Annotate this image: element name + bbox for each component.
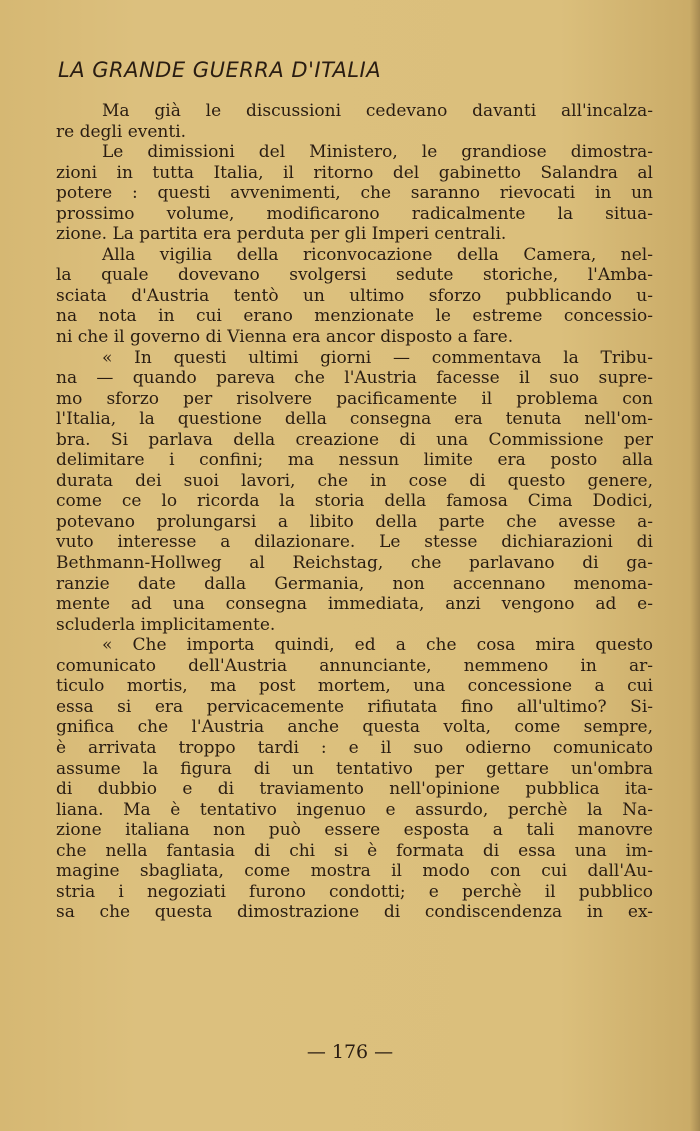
text-line: assume la figura di un tentativo per gettare un'ombra bbox=[56, 758, 653, 779]
text-line: sciata d'Austria tentò un ultimo sforzo pubblicando u- bbox=[56, 285, 653, 306]
text-line: na nota in cui erano menzionate le estreme concessio- bbox=[56, 306, 653, 327]
text-line: Ma già le discussioni cedevano davanti all'incalza- bbox=[102, 101, 653, 121]
page-number: — 176 — bbox=[306, 1041, 394, 1063]
text-line: potevano prolungarsi a libito della parte che avesse a- bbox=[56, 511, 653, 532]
text-line: gnifica che l'Austria anche questa volta, come sempre, bbox=[56, 717, 653, 738]
text-line: essa si era pervicacemente rifiutata fino all'ultimo? Si- bbox=[56, 696, 653, 717]
text-line: re degli eventi. bbox=[56, 121, 187, 142]
text-line: zione. La partita era perduta per gli Imperi centrali. bbox=[56, 224, 507, 245]
text-line: che nella fantasia di chi si è formata di essa una im- bbox=[56, 840, 653, 861]
text-line: bra. Si parlava della creazione di una Commissione per bbox=[56, 429, 653, 450]
text-line: comunicato dell'Austria annunciante, nemmeno in ar- bbox=[56, 655, 653, 676]
text-line: « Che importa quindi, ed a che cosa mira questo bbox=[102, 635, 653, 656]
text-line: vuto interesse a dilazionare. Le stesse dichiarazioni di bbox=[56, 532, 653, 553]
text-line: na — quando pareva che l'Austria facesse il suo supre- bbox=[56, 368, 653, 389]
text-line: la quale dovevano svolgersi sedute storiche, l'Amba- bbox=[56, 265, 653, 286]
body-text bbox=[56, 101, 653, 923]
text-line: « In questi ultimi giorni — commentava la Tribu- bbox=[102, 347, 653, 368]
text-line: prossimo volume, modificarono radicalmente la situa- bbox=[56, 203, 653, 224]
text-line: ticulo mortis, ma post mortem, una concessione a cui bbox=[56, 676, 653, 697]
text-line: potere : questi avvenimenti, che saranno rievocati in un bbox=[56, 183, 653, 204]
text-line: zioni in tutta Italia, il ritorno del gabinetto Salandra al bbox=[56, 162, 653, 183]
text-line: è arrivata troppo tardi : e il suo odierno comunicato bbox=[56, 737, 653, 758]
text-line: l'Italia, la questione della consegna era tenuta nell'om- bbox=[56, 409, 653, 430]
text-line: mo sforzo per risolvere pacificamente il problema con bbox=[56, 388, 653, 409]
page-edge-shadow bbox=[690, 0, 700, 1131]
text-line: di dubbio e di traviamento nell'opinione pubblica ita- bbox=[56, 779, 653, 800]
text-line: come ce lo ricorda la storia della famosa Cima Dodici, bbox=[56, 491, 653, 512]
text-line: Alla vigilia della riconvocazione della Camera, nel- bbox=[102, 244, 653, 265]
text-line: mente ad una consegna immediata, anzi vengono ad e- bbox=[56, 594, 653, 615]
text-line: ranzie date dalla Germania, non accennano menoma- bbox=[56, 573, 653, 594]
text-line: delimitare i confini; ma nessun limite era posto alla bbox=[56, 450, 653, 471]
text-line: magine sbagliata, come mostra il modo con cui dall'Au- bbox=[56, 861, 653, 882]
text-line: ni che il governo di Vienna era ancor disposto a fare. bbox=[56, 327, 514, 348]
text-line: zione italiana non può essere esposta a tali manovre bbox=[56, 820, 653, 841]
text-line: scluderla implicitamente. bbox=[56, 614, 276, 635]
running-header: LA GRANDE GUERRA D'ITALIA bbox=[58, 58, 382, 82]
text-line: liana. Ma è tentativo ingenuo e assurdo, perchè la Na- bbox=[56, 799, 653, 820]
text-line: durata dei suoi lavori, che in cose di questo genere, bbox=[56, 470, 653, 491]
text-line: Le dimissioni del Ministero, le grandiose dimostra- bbox=[102, 142, 653, 163]
text-line: sa che questa dimostrazione di condiscendenza in ex- bbox=[56, 902, 653, 923]
text-line: stria i negoziati furono condotti; e perchè il pubblico bbox=[56, 881, 653, 902]
text-line: Bethmann-Hollweg al Reichstag, che parlavano di ga- bbox=[56, 553, 653, 574]
